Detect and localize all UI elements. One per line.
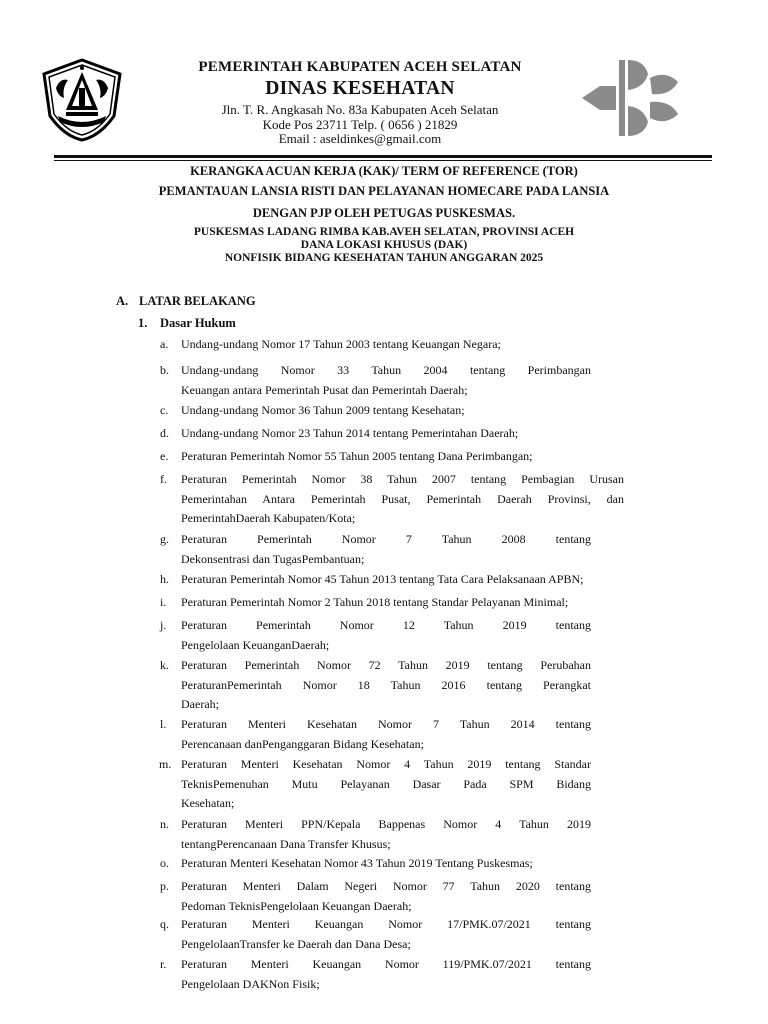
list-item-line: PemerintahDaerah Kabupaten/Kota; xyxy=(181,511,356,525)
list-item-line: Peraturan Pemerintah Nomor 2 Tahun 2018 tentang Standar Pelayanan Minimal; xyxy=(181,595,569,609)
list-item-line: Undang-undang Nomor 23 Tahun 2014 tentang Pemerintahan Daerah; xyxy=(181,426,519,440)
list-item-marker: r. xyxy=(160,957,167,971)
list-item-line: Pemerintahan Antara Pemerintah Pusat, Pemerintah Daerah Provinsi, dan xyxy=(181,491,624,506)
subsection-title: Dasar Hukum xyxy=(160,316,236,330)
list-item-line: Pengelolaan KeuanganDaerah; xyxy=(181,637,330,652)
list-item-line: Peraturan Pemerintah Nomor 7 Tahun 2008 tentang xyxy=(181,532,591,546)
government-name: PEMERINTAH KABUPATEN ACEH SELATAN xyxy=(198,59,522,75)
list-item-line: Peraturan Pemerintah Nomor 38 Tahun 2007 tentang Pembagian Urusan xyxy=(181,472,624,486)
document-title-line-1: KERANGKA ACUAN KERJA (KAK)/ TERM OF REFERENCE (TOR) xyxy=(190,164,578,178)
list-item-line: Undang-undang Nomor 17 Tahun 2003 tentang Keuangan Negara; xyxy=(181,337,501,351)
document-title-line-6: NONFISIK BIDANG KESEHATAN TAHUN ANGGARAN 2025 xyxy=(224,252,544,264)
list-item-marker: n. xyxy=(160,817,169,831)
list-item-line: Peraturan Pemerintah Nomor 55 Tahun 2005 tentang Dana Perimbangan; xyxy=(181,449,533,463)
list-item-line: Keuangan antara Pemerintah Pusat dan Pemerintah Daerah; xyxy=(181,382,468,397)
list-item-marker: b. xyxy=(160,363,169,377)
list-item-marker: l. xyxy=(160,717,167,731)
postal-and-phone: Kode Pos 23711 Telp. ( 0656 ) 21829 xyxy=(262,117,458,132)
section-marker: A. xyxy=(116,294,129,308)
list-item-line: Daerah; xyxy=(181,697,219,711)
department-name: DINAS KESEHATAN xyxy=(265,78,455,99)
letterhead-rule xyxy=(54,155,712,158)
list-item-marker: i. xyxy=(160,595,167,609)
list-item-line: Pedoman TeknisPengelolaan Keuangan Daerah; xyxy=(181,898,412,913)
list-item-line: Peraturan Pemerintah Nomor 45 Tahun 2013 tentang Tata Cara Pelaksanaan APBN; xyxy=(181,572,584,586)
document-title-line-4: PUSKESMAS LADANG RIMBA KAB.AVEH SELATAN, PROVINSI ACEH xyxy=(193,226,575,238)
list-item-line: Peraturan Menteri Dalam Negeri Nomor 77 Tahun 2020 tentang xyxy=(181,879,591,893)
list-item-line: Peraturan Menteri Kesehatan Nomor 4 Tahun 2019 tentang Standar xyxy=(181,757,591,771)
list-item-line: Undang-undang Nomor 36 Tahun 2009 tentang Kesehatan; xyxy=(181,403,465,417)
office-address: Jln. T. R. Angkasah No. 83a Kabupaten Aceh Selatan xyxy=(221,102,499,117)
subsection-marker: 1. xyxy=(138,316,148,330)
list-item-line: TeknisPemenuhan Mutu Pelayanan Dasar Pada SPM Bidang xyxy=(181,776,591,791)
list-item-line: Peraturan Menteri Keuangan Nomor 17/PMK.07/2021 tentang xyxy=(181,917,591,931)
list-item-marker: d. xyxy=(160,426,169,440)
list-item-line: Peraturan Menteri PPN/Kepala Bappenas Nomor 4 Tahun 2019 xyxy=(181,817,591,831)
list-item-line: Peraturan Menteri Keuangan Nomor 119/PMK.07/2021 tentang xyxy=(181,957,591,971)
list-item-line: Kesehatan; xyxy=(181,796,235,810)
list-item-marker: j. xyxy=(160,618,167,632)
list-item-marker: c. xyxy=(160,403,169,417)
list-item-line: Peraturan Pemerintah Nomor 12 Tahun 2019 tentang xyxy=(181,618,591,632)
ministry-of-health-logo-icon xyxy=(578,56,686,140)
list-item-marker: h. xyxy=(160,572,169,586)
list-item-line: Perencanaan danPenganggaran Bidang Kesehatan; xyxy=(181,736,424,751)
list-item-line: Peraturan Menteri Kesehatan Nomor 7 Tahun 2014 tentang xyxy=(181,717,591,731)
section-title: LATAR BELAKANG xyxy=(139,294,256,308)
list-item-marker: q. xyxy=(160,917,169,931)
regency-coat-of-arms-icon xyxy=(40,58,124,142)
list-item-marker: m. xyxy=(159,757,172,771)
document-title-line-2: PEMANTAUAN LANSIA RISTI DAN PELAYANAN HOMECARE PADA LANSIA xyxy=(158,184,610,198)
list-item-line: Peraturan Pemerintah Nomor 72 Tahun 2019 tentang Perubahan xyxy=(181,658,591,672)
list-item-marker: a. xyxy=(160,337,169,351)
list-item-marker: g. xyxy=(160,532,169,546)
list-item-line: PengelolaanTransfer ke Daerah dan Dana Desa; xyxy=(181,936,411,951)
list-item-line: Dekonsentrasi dan TugasPembantuan; xyxy=(181,551,365,566)
document-title-line-3: DENGAN PJP OLEH PETUGAS PUSKESMAS. xyxy=(252,206,516,220)
list-item-marker: p. xyxy=(160,879,169,893)
list-item-marker: f. xyxy=(160,472,167,486)
list-item-line: PeraturanPemerintah Nomor 18 Tahun 2016 tentang Perangkat xyxy=(181,677,591,692)
list-item-marker: k. xyxy=(160,658,169,672)
list-item-line: Peraturan Menteri Kesehatan Nomor 43 Tahun 2019 Tentang Puskesmas; xyxy=(181,856,533,870)
office-email: Email : aseldinkes@gmail.com xyxy=(278,131,442,146)
list-item-line: Pengelolaan DAKNon Fisik; xyxy=(181,976,320,991)
letterhead-rule-thin xyxy=(54,160,712,161)
list-item-line: tentangPerencanaan Dana Transfer Khusus; xyxy=(181,836,391,851)
list-item-marker: e. xyxy=(160,449,169,463)
document-title-line-5: DANA LOKASI KHUSUS (DAK) xyxy=(300,239,468,251)
list-item-marker: o. xyxy=(160,856,169,870)
list-item-line: Undang-undang Nomor 33 Tahun 2004 tentang Perimbangan xyxy=(181,363,591,377)
